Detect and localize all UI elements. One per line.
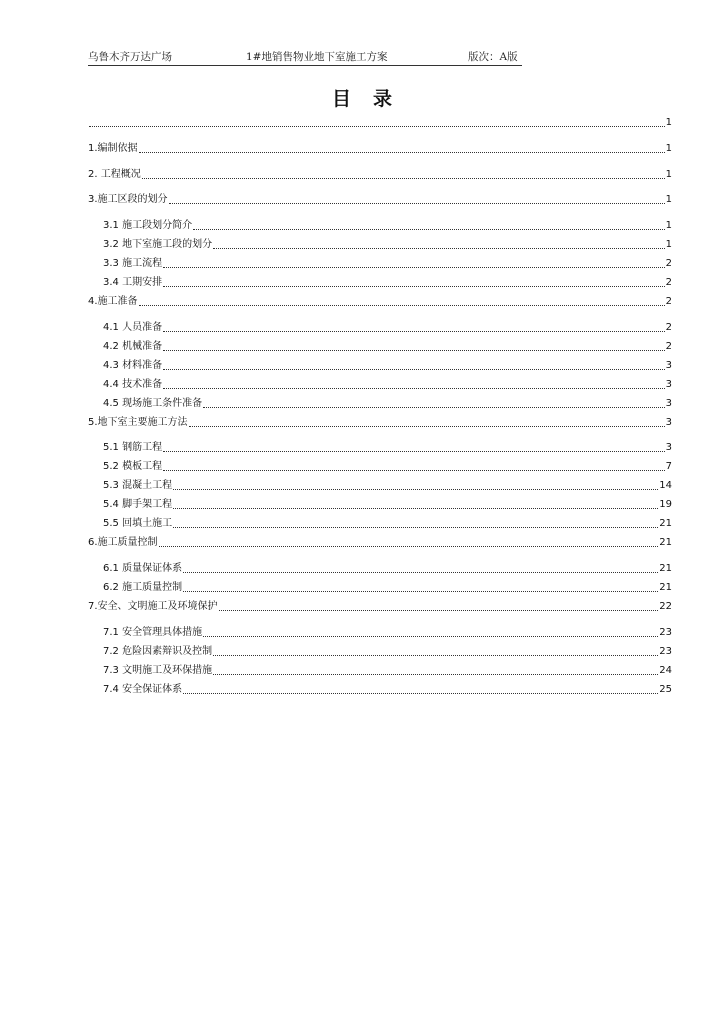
toc-entry-label: 4.4 技术准备: [103, 379, 163, 390]
toc-entry[interactable]: [103, 275, 672, 289]
toc-entry-page: 25: [659, 684, 672, 695]
toc-leader-dots: [173, 526, 658, 528]
toc-entry[interactable]: [103, 218, 672, 232]
toc-entry-page: 2: [665, 258, 672, 269]
toc-entry[interactable]: [103, 339, 672, 353]
toc-entry-label: 7.3 文明施工及环保措施: [103, 665, 213, 676]
toc-entry-page: 1: [665, 143, 672, 154]
toc-entry-page: 3: [665, 417, 672, 428]
toc-entry-label: 5.3 混凝土工程: [103, 480, 173, 491]
toc-entry-label: 3.施工区段的划分: [88, 194, 168, 205]
header-revision: 版次：A版: [468, 51, 518, 63]
toc-entry[interactable]: [103, 644, 672, 658]
toc-leader-dots: [203, 635, 658, 637]
toc-entry[interactable]: [88, 167, 672, 181]
toc-entry-label: 4.3 材料准备: [103, 360, 163, 371]
toc-entry-label: 6.2 施工质量控制: [103, 582, 183, 593]
toc-leader-dots: [189, 425, 665, 427]
toc-entry[interactable]: [103, 396, 672, 410]
page-header: [88, 49, 522, 66]
toc-entry-label: 4.2 机械准备: [103, 341, 163, 352]
toc-entry[interactable]: [103, 478, 672, 492]
toc-leader-dots: [163, 285, 665, 287]
toc-entry-label: 2. 工程概况: [88, 169, 141, 180]
toc-entry-page: 3: [665, 379, 672, 390]
toc-entry-page: 1: [665, 194, 672, 205]
toc-entry-label: 6.1 质量保证体系: [103, 563, 183, 574]
toc-leader-dots: [89, 125, 665, 127]
toc-entry-label: 3.3 施工流程: [103, 258, 163, 269]
toc-leader-dots: [139, 151, 665, 153]
toc-entry-page: 2: [665, 296, 672, 307]
toc-leader-dots: [183, 590, 658, 592]
header-project-name: 乌鲁木齐万达广场: [88, 51, 172, 63]
toc-entry-page: 22: [659, 601, 672, 612]
toc-entry-label: 4.施工准备: [88, 296, 138, 307]
toc-entry[interactable]: [88, 192, 672, 206]
toc-entry-label: 7.2 危险因素辩识及控制: [103, 646, 213, 657]
toc-leader-dots: [163, 368, 665, 370]
toc-entry[interactable]: [103, 516, 672, 530]
toc-leader-dots: [203, 406, 665, 408]
toc-entry[interactable]: [103, 625, 672, 639]
toc-entry-label: 5.1 钢筋工程: [103, 442, 163, 453]
toc-entry[interactable]: [88, 599, 672, 613]
toc-entry[interactable]: [103, 377, 672, 391]
toc-leader-dots: [183, 571, 658, 573]
toc-entry[interactable]: [103, 663, 672, 677]
toc-entry-page: 21: [659, 582, 672, 593]
toc-entry-label: 5.5 回填土施工: [103, 518, 173, 529]
toc-leader-dots: [163, 330, 665, 332]
toc-entry-page: 1: [665, 220, 672, 231]
toc-entry-page: 24: [659, 665, 672, 676]
toc-entry-label: 3.4 工期安排: [103, 277, 163, 288]
toc-entry[interactable]: [88, 535, 672, 549]
toc-entry[interactable]: [103, 440, 672, 454]
toc-leader-dots: [169, 202, 665, 204]
toc-entry-label: 7.安全、文明施工及环境保护: [88, 601, 218, 612]
toc-entry-page: 7: [665, 461, 672, 472]
toc-entry-label: 5.地下室主要施工方法: [88, 417, 188, 428]
toc-leader-dots: [159, 545, 659, 547]
toc-entry-page: 23: [659, 646, 672, 657]
toc-entry-page: 1: [665, 169, 672, 180]
toc-entry-page: 21: [659, 537, 672, 548]
toc-entry[interactable]: [88, 115, 672, 129]
toc-leader-dots: [163, 349, 665, 351]
toc-entry[interactable]: [103, 320, 672, 334]
toc-entry-page: 19: [659, 499, 672, 510]
toc-entry-page: 2: [665, 341, 672, 352]
toc-leader-dots: [173, 488, 658, 490]
toc-entry-page: 21: [659, 518, 672, 529]
toc-entry-page: 2: [665, 322, 672, 333]
toc-leader-dots: [219, 609, 659, 611]
toc-leader-dots: [213, 673, 658, 675]
toc-entry-page: 21: [659, 563, 672, 574]
toc-leader-dots: [142, 177, 665, 179]
toc-entry-label: 5.4 脚手架工程: [103, 499, 173, 510]
toc-entry-label: 4.1 人员准备: [103, 322, 163, 333]
toc-entry-label: 5.2 模板工程: [103, 461, 163, 472]
toc-entry-label: 6.施工质量控制: [88, 537, 158, 548]
toc-entry[interactable]: [88, 294, 672, 308]
toc-leader-dots: [173, 507, 658, 509]
toc-entry[interactable]: [88, 415, 672, 429]
toc-entry[interactable]: [103, 580, 672, 594]
toc-entry-page: 14: [659, 480, 672, 491]
toc-entry[interactable]: [103, 459, 672, 473]
toc-entry[interactable]: [103, 256, 672, 270]
toc-entry-label: 3.2 地下室施工段的划分: [103, 239, 213, 250]
toc-leader-dots: [139, 304, 665, 306]
toc-entry[interactable]: [103, 682, 672, 696]
toc-title: 目录: [331, 88, 414, 110]
toc-entry-label: 1.编制依据: [88, 143, 138, 154]
toc-entry[interactable]: [103, 497, 672, 511]
toc-entry-page: 1: [665, 117, 672, 128]
toc-entry[interactable]: [88, 141, 672, 155]
toc-entry-label: 4.5 现场施工条件准备: [103, 398, 203, 409]
toc-leader-dots: [163, 450, 665, 452]
toc-leader-dots: [183, 692, 658, 694]
toc-entry-label: 7.1 安全管理具体措施: [103, 627, 203, 638]
toc-leader-dots: [163, 387, 665, 389]
toc-entry-page: 3: [665, 360, 672, 371]
toc-entry[interactable]: [103, 358, 672, 372]
toc-leader-dots: [163, 266, 665, 268]
toc-entry[interactable]: [103, 561, 672, 575]
toc-entry-label: 7.4 安全保证体系: [103, 684, 183, 695]
header-document-title: 1#地销售物业地下室施工方案: [246, 51, 388, 63]
toc-entry-page: 3: [665, 442, 672, 453]
toc-entry-page: 1: [665, 239, 672, 250]
toc-entry-page: 3: [665, 398, 672, 409]
toc-entry[interactable]: [103, 237, 672, 251]
toc-leader-dots: [193, 228, 665, 230]
toc-entry-page: 2: [665, 277, 672, 288]
toc-leader-dots: [163, 469, 665, 471]
toc-leader-dots: [213, 654, 658, 656]
toc-entry-label: 3.1 施工段划分简介: [103, 220, 193, 231]
toc-leader-dots: [213, 247, 665, 249]
toc-entry-page: 23: [659, 627, 672, 638]
